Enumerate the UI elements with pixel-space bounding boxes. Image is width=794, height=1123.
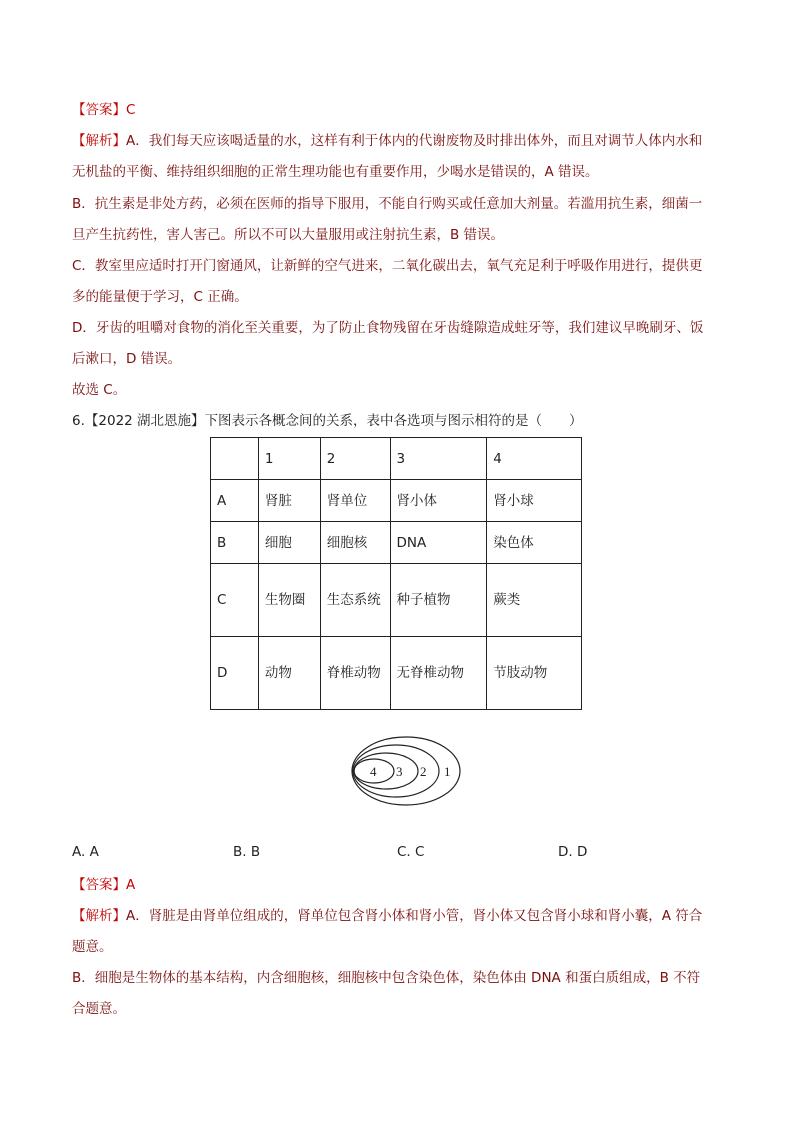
analysis-tag: 【解析】: [72, 908, 126, 924]
analysis-line: [72, 131, 724, 151]
table-cell: B: [211, 522, 259, 564]
table-cell: 蕨类: [487, 564, 582, 637]
table-cell: 脊椎动物: [320, 637, 390, 710]
question-stem: [72, 411, 724, 431]
analysis-text: C．教室里应适时打开门窗通风，让新鲜的空气进来，二氧化碳出去，氧气充足利于呼吸作用进行，提供更: [72, 258, 703, 274]
answer-tag: 【答案】: [72, 877, 126, 893]
analysis-text: 题意。: [72, 939, 113, 955]
analysis-text: 旦产生抗药性，害人害己。所以不可以大量服用或注射抗生素，B 错误。: [72, 227, 505, 243]
table-cell: 肾小体: [390, 480, 487, 522]
analysis-text: 故选 C。: [72, 382, 127, 398]
analysis-line: [72, 906, 724, 926]
analysis-text: D．牙齿的咀嚼对食物的消化至关重要，为了防止食物残留在牙齿缝隙造成蛀牙等，我们建议早晚刷牙、饭: [72, 320, 704, 336]
table-header-row: [211, 438, 582, 480]
table-cell: 节肢动物: [487, 637, 582, 710]
option-c[interactable]: C. C: [397, 844, 425, 860]
question-number: 6.: [72, 413, 85, 429]
table-cell: 肾小球: [487, 480, 582, 522]
table-cell: 种子植物: [390, 564, 487, 637]
table-row: [211, 522, 582, 564]
table-cell: DNA: [390, 522, 487, 564]
nested-ellipses-diagram: [350, 735, 462, 807]
table-row: [211, 564, 582, 637]
analysis-text: A．我们每天应该喝适量的水，这样有利于体内的代谢废物及时排出体外，而且对调节人体内水和: [126, 133, 703, 149]
answer-tag: 【答案】: [72, 102, 126, 118]
table-cell: 生态系统: [320, 564, 390, 637]
table-cell: A: [211, 480, 259, 522]
table-cell: 肾脏: [258, 480, 320, 522]
table-cell: [211, 438, 259, 480]
analysis-text: 无机盐的平衡、维持组织细胞的正常生理功能也有重要作用，少喝水是错误的，A 错误。: [72, 164, 599, 180]
table-cell: 1: [258, 438, 320, 480]
question-source: 【2022 湖北恩施】: [84, 413, 205, 429]
option-b[interactable]: B. B: [233, 844, 261, 860]
table-cell: D: [211, 637, 259, 710]
table-cell: 细胞: [258, 522, 320, 564]
analysis-text: B．细胞是生物体的基本结构，内含细胞核，细胞核中包含染色体，染色体由 DNA 和蛋白质组成，B 不符: [72, 970, 701, 986]
diagram-label: 4: [370, 764, 377, 779]
table-cell: 2: [320, 438, 390, 480]
table-cell: 无脊椎动物: [390, 637, 487, 710]
answer-value: C: [126, 102, 136, 118]
answer-line: [72, 875, 724, 895]
analysis-text: 后漱口，D 错误。: [72, 351, 182, 367]
diagram-label: 1: [444, 764, 451, 779]
analysis-tag: 【解析】: [72, 133, 126, 149]
analysis-text: 多的能量便于学习，C 正确。: [72, 289, 248, 305]
table-cell: 生物圈: [258, 564, 320, 637]
concept-table: [210, 437, 582, 710]
option-d[interactable]: D. D: [558, 844, 588, 860]
ellipse-3: [354, 753, 418, 789]
option-a[interactable]: A. A: [72, 844, 99, 860]
analysis-text: A．肾脏是由肾单位组成的，肾单位包含肾小体和肾小管，肾小体又包含肾小球和肾小囊，A 符合: [126, 908, 703, 924]
table-cell: C: [211, 564, 259, 637]
question-text: 下图表示各概念间的关系，表中各选项与图示相符的是（ ）: [204, 413, 583, 429]
table-cell: 细胞核: [320, 522, 390, 564]
table-row: [211, 637, 582, 710]
table-row: [211, 480, 582, 522]
table-cell: 染色体: [487, 522, 582, 564]
table-cell: 肾单位: [320, 480, 390, 522]
table-cell: 动物: [258, 637, 320, 710]
answer-value: A: [126, 877, 136, 893]
analysis-text: 合题意。: [72, 1001, 126, 1017]
table-cell: 3: [390, 438, 487, 480]
answer-line: [72, 100, 724, 120]
diagram-label: 2: [420, 764, 427, 779]
table-cell: 4: [487, 438, 582, 480]
diagram-label: 3: [396, 764, 403, 779]
analysis-text: B．抗生素是非处方药，必须在医师的指导下服用，不能自行购买或任意加大剂量。若滥用抗生素，细菌一: [72, 196, 703, 212]
